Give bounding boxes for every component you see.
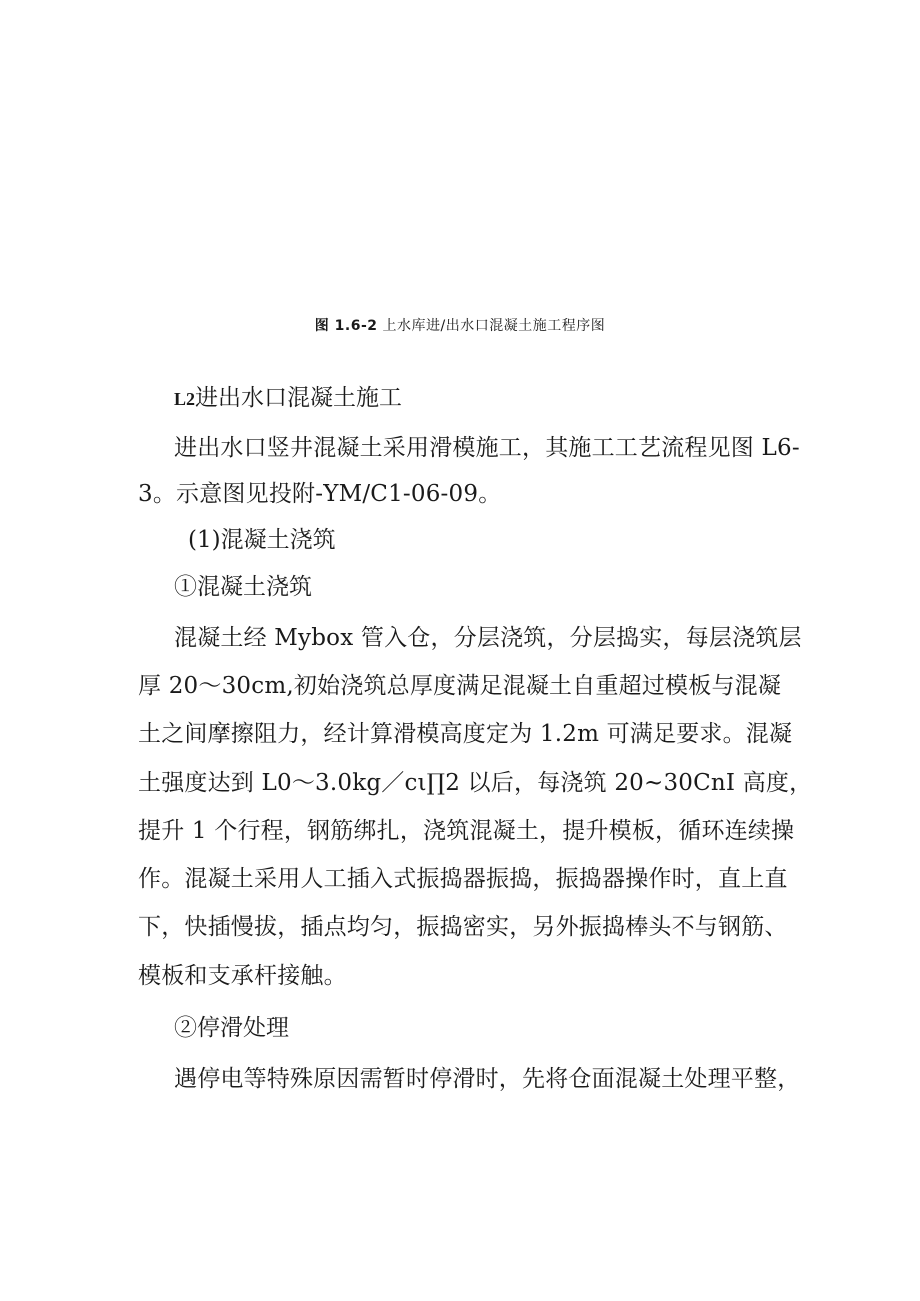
paragraph-line: 提升 1 个行程，钢筋绑扎，浇筑混凝土，提升模板，循环连续操 <box>138 818 795 844</box>
paragraph-line: 模板和支承杆接触。 <box>138 963 347 989</box>
paragraph-line: 作。混凝土采用人工插入式振捣器振捣，振捣器操作时，直上直 <box>138 866 788 892</box>
section-number: L2 <box>174 389 196 409</box>
section-heading <box>174 383 402 414</box>
item-heading: ①混凝土浇筑 <box>174 574 312 600</box>
paragraph-line: 厚 20～30cm,初始浇筑总厚度满足混凝土自重超过模板与混凝 <box>138 673 782 699</box>
paragraph-line: 下，快插慢拔，插点均匀，振捣密实，另外振捣棒头不与钢筋、 <box>138 914 788 940</box>
paragraph-line: 遇停电等特殊原因需暂时停滑时，先将仓面混凝土处理平整， <box>174 1066 801 1092</box>
paragraph-line: 进出水口竖井混凝土采用滑模施工，其施工工艺流程见图 L6- <box>174 435 800 461</box>
item-heading: ②停滑处理 <box>174 1015 289 1041</box>
paragraph-line: 土之间摩擦阻力，经计算滑模高度定为 1.2m 可满足要求。混凝 <box>138 721 793 747</box>
figure-title: 上水库进/出水口混凝土施工程序图 <box>382 318 606 334</box>
figure-caption <box>0 315 920 335</box>
paragraph-line: 混凝土经 Mybox 管入仓，分层浇筑，分层捣实，每层浇筑层 <box>174 625 802 651</box>
paragraph-line: 3。示意图见投附-YM/C1-06-09。 <box>138 481 502 507</box>
paragraph-line: 土强度达到 L0～3.0kg／cι∏2 以后，每浇筑 20~30CnI 高度， <box>138 770 813 796</box>
figure-number: 图 1.6-2 <box>314 318 378 334</box>
sub-heading: (1)混凝土浇筑 <box>188 527 336 553</box>
section-title: 进出水口混凝土施工 <box>195 385 403 411</box>
